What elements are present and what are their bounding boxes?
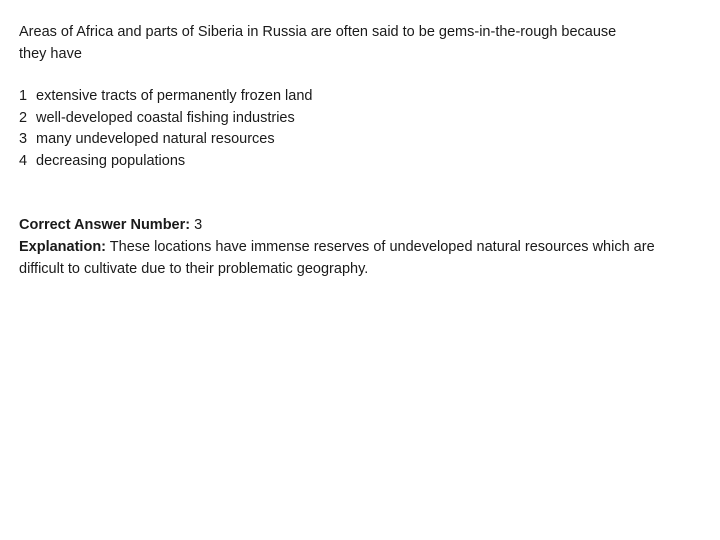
explanation-label: Explanation: (19, 239, 107, 255)
option-number: 2 (19, 109, 28, 126)
option-number: 4 (19, 152, 28, 169)
option-text: decreasing populations (36, 152, 186, 169)
answer-options-list (19, 86, 689, 172)
correct-answer-value: 3 (194, 217, 203, 233)
option-item-1 (19, 86, 689, 108)
option-number: 3 (19, 131, 28, 147)
question-text: Areas of Africa and parts of Siberia in Russia are often said to be gems-in-the-rough because they have (19, 24, 617, 62)
option-number: 1 (19, 88, 28, 104)
option-text: extensive tracts of permanently frozen land (36, 88, 313, 104)
option-text: well-developed coastal fishing industries (36, 109, 295, 126)
option-item-2 (19, 108, 689, 130)
option-item-3 (19, 129, 689, 151)
correct-answer-label: Correct Answer Number: (19, 217, 191, 233)
option-text: many undeveloped natural resources (36, 131, 275, 147)
explanation-line (19, 236, 689, 280)
answer-block (19, 214, 689, 280)
option-item-4 (19, 151, 689, 173)
quiz-slide (19, 21, 689, 280)
explanation-text: These locations have immense reserves of undeveloped natural resources which are difficult to cultivate due to their problematic geography. (19, 239, 655, 277)
correct-answer-line (19, 214, 689, 236)
